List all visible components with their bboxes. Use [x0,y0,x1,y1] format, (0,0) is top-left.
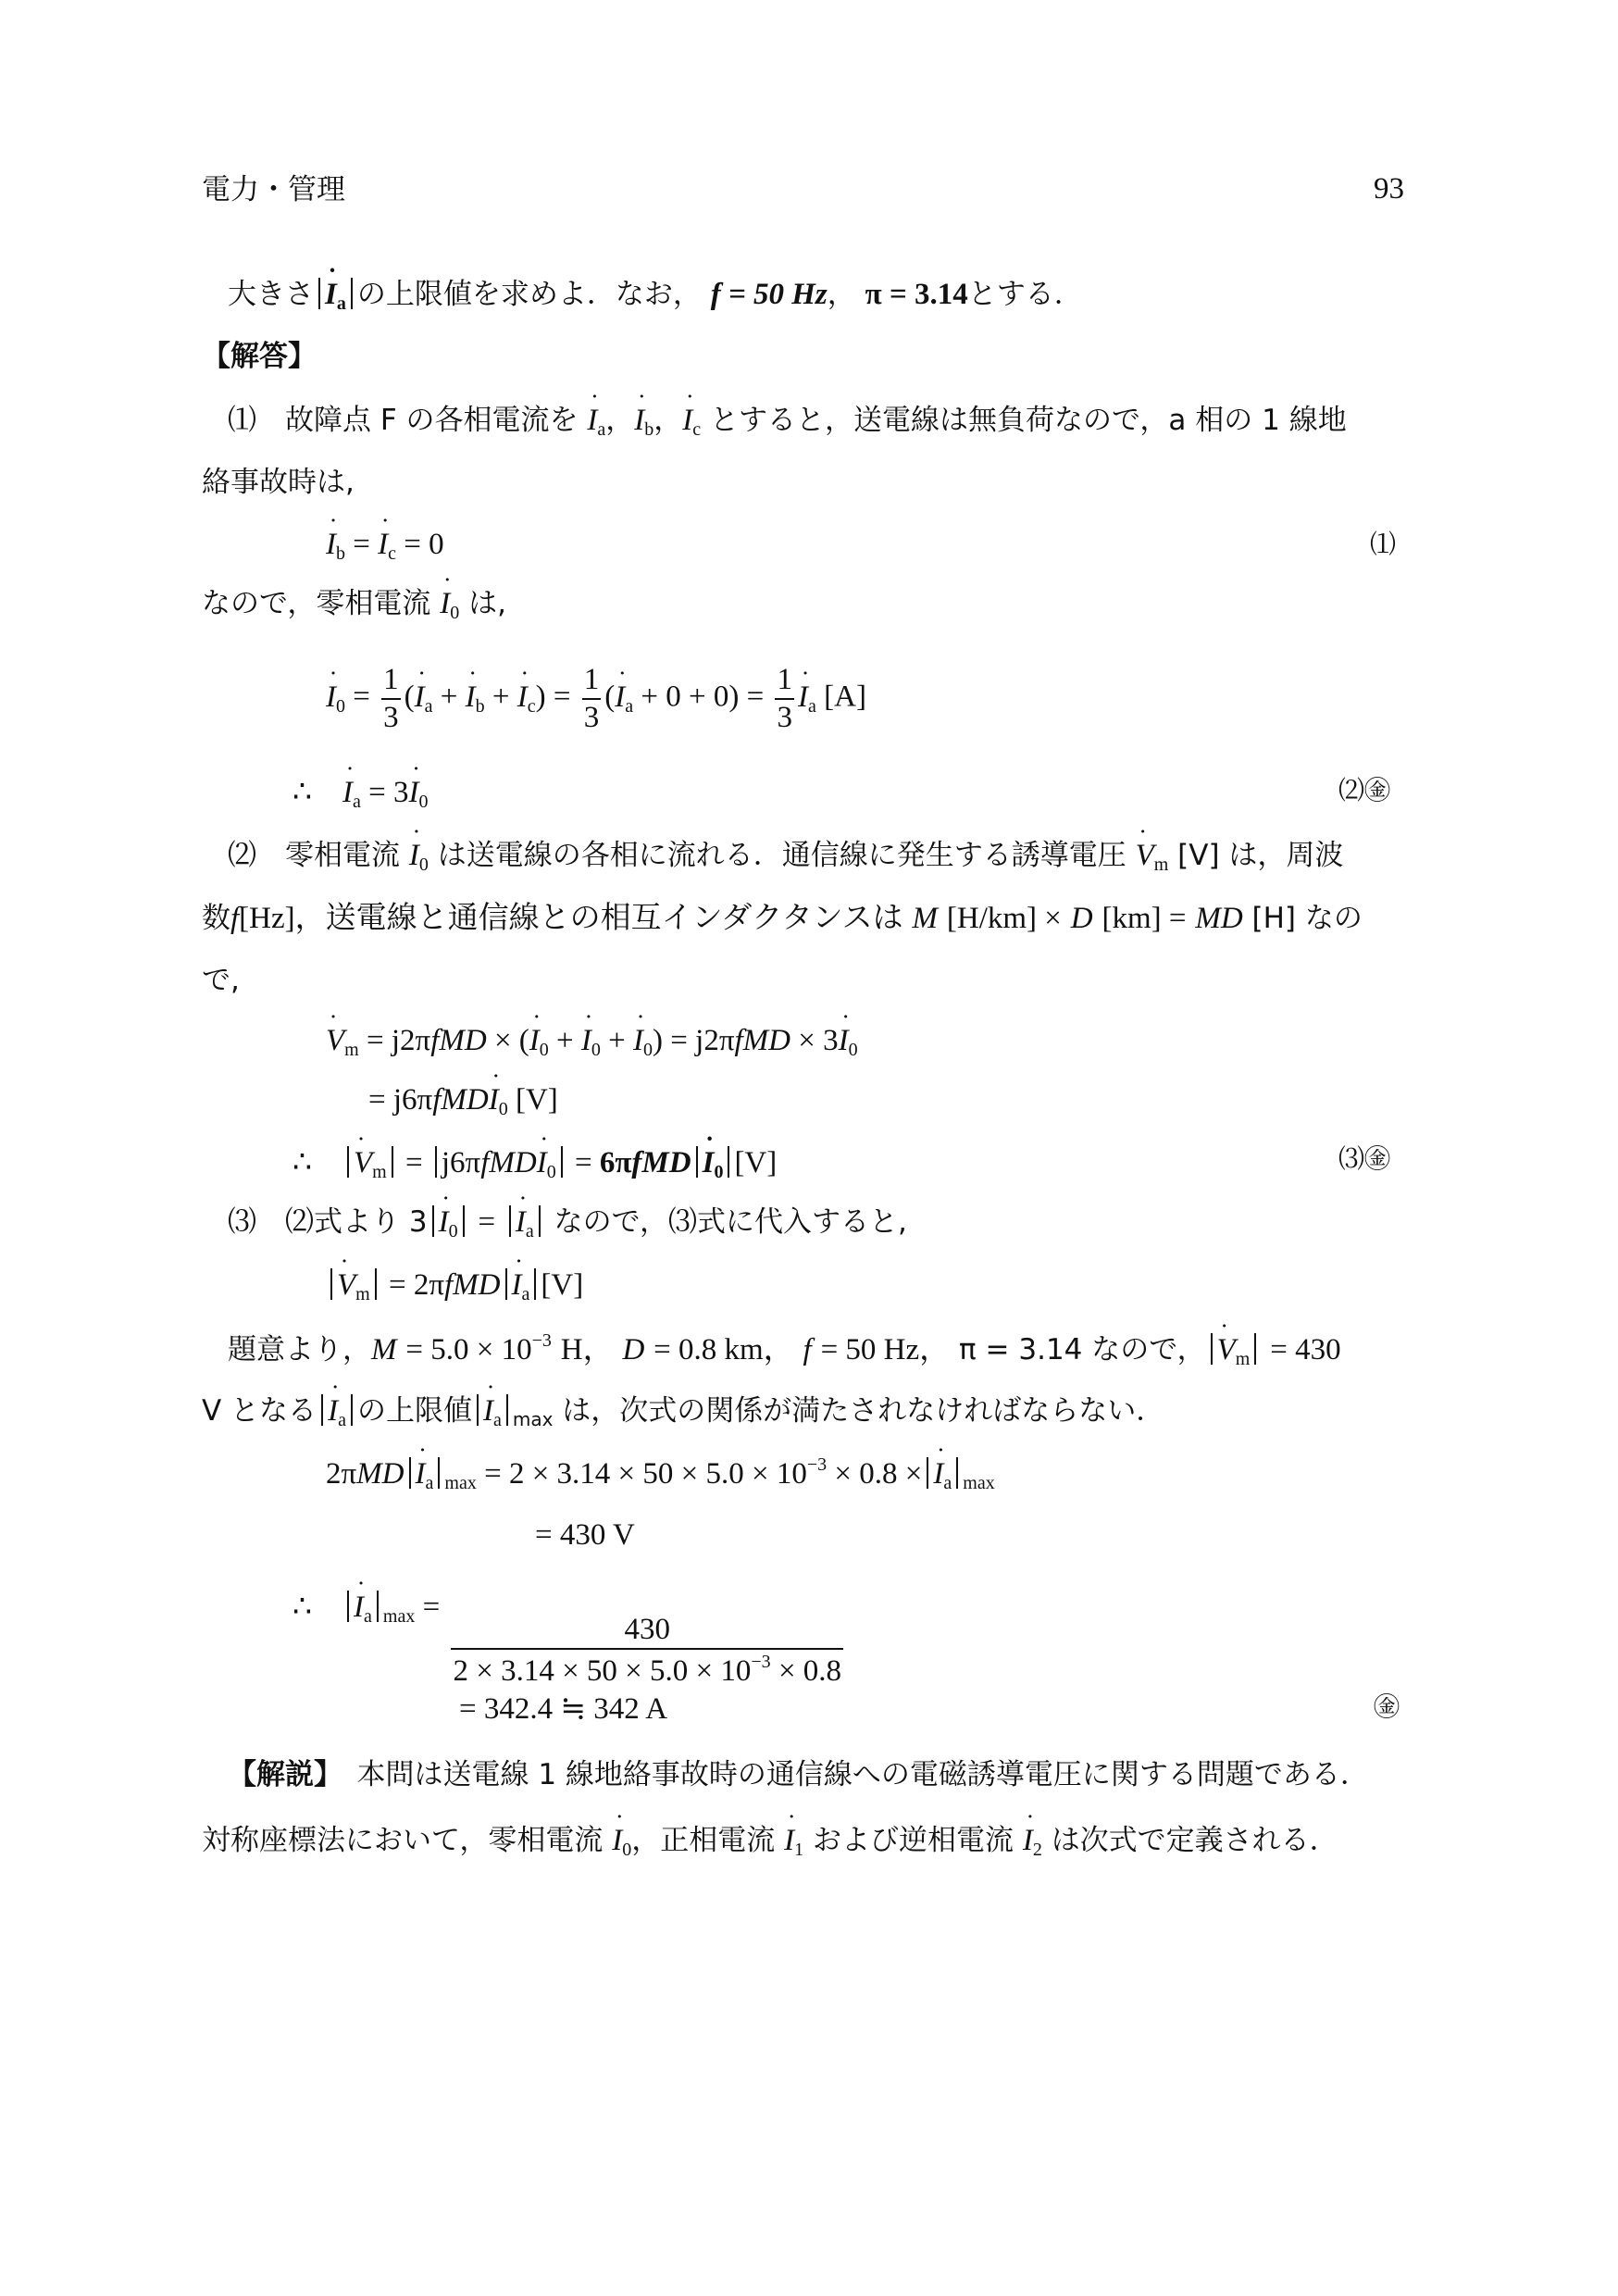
pi-given: π = 3.14 [865,278,968,311]
equation-1: ˙ $I_b$ = ˙ $I_c = 0$ [326,530,444,563]
part3-line2: 題意より，$M = 5.0 \times 10^{-3}$ H， D = 0.8 km， f = 50 Hz， π = 3.14 なので，˙ $V_m = 430$ [228,1331,1341,1368]
equation-6: ∴ ˙ $V_m$ = j6πfMD˙ $I_0$ = 6πfMD˙ $I_0$ [V] [292,1146,777,1181]
equation-3: ∴ ˙ $I_a$ = 3˙ $I_0$ [292,778,429,811]
answer-mark: ㊎ [1374,1691,1400,1722]
equation-10: ∴ ˙ $I_a$ $_{max}$ = $\frac{430}{2 \times 3.14 \times 50 \times 5.0 \times 10^{-3} \times 0.8}$ [292,1591,847,1687]
equation-7: ˙ $V_m$ = 2πfMD˙ $I_a$ [V] [326,1268,583,1304]
equation-2-number: ⑵㊎ [1338,775,1391,805]
intro-line: 大きさ˙ $I_a$ の上限値を求めよ．なお， f = 50 Hz， π = 3.14とする． [228,278,1083,313]
equation-9: = 430 V [535,1518,635,1552]
equation-1-number: ⑴ [1370,529,1397,559]
part2-line3: で, [202,964,240,997]
part3-line3: V となる˙ $I_a$ の上限値˙ $I_a$ $_{max}$ は，次式の関係が満たされなければならない． [202,1394,1164,1429]
part2-line1: ⑵ 零相電流 ˙ $I_0$ は送電線の各相に流れる．通信線に発生する誘導電圧 ˙ $V_m$ [V] は，周波 [228,841,1343,874]
part2-line2: 数f[Hz]，送電線と通信線との相互インダクタンスは M [H/km] × D [km] = MD [H] なの [202,902,1363,935]
frequency-given: f = 50 Hz [710,278,828,311]
part3-line1: ⑶ ⑵式より 3˙ $I_0$ = ˙ $I_a$ なので，⑶式に代入すると, [228,1205,907,1241]
answer-heading: 【解答】 [202,340,317,373]
equation-5: = j6πfMD˙ $I_0$ [V] [368,1085,558,1118]
part1-line1: ⑴ 故障点 F の各相電流を ˙ $I_a$，˙ $I_b$，˙ $I_c$ とすると，送電線は無負荷なので，a 相の 1 線地 [228,406,1347,439]
equation-8: 2πMD˙ $I_a$ $_{max} = 2 \times 3.14 \times 50 \times 5.0 \times 10^{-3} \times 0.8$ ×˙ $I_a$ $_{max}$ [326,1455,995,1492]
header-page-number: 93 [1374,172,1404,206]
current-Ia-symbol: ˙ $I_a$ [325,280,346,313]
header-section: 電力・管理 [202,173,345,206]
equation-11: = 342.4 ≒ 342 A [459,1692,668,1726]
equation-4: ˙ $V_m = j2\pi fMD$ × (˙ $I_0$ + ˙ $I_0$ + ˙ $I_0) = j2\pi fMD$ × 3˙ $I_0$ [326,1026,858,1059]
part1-line2: 絡事故時は, [202,466,355,499]
explanation-line1: 【解説】 本問は送電線 1 線地絡事故時の通信線への電磁誘導電圧に関する問題である． [228,1758,1369,1791]
equation-3-number: ⑶㊎ [1338,1143,1391,1174]
equation-2: ˙ $I_0$ = $\frac{1}{3}$ (˙ $I_a$ + ˙ $I_b$ + ˙ $I_c$) = $\frac{1}{3}$ (˙ $I_a + 0 + 0$) = $\frac{1}{3}$ ˙ $I_a$ [A] [326,665,866,733]
part1-line3: なので，零相電流 ˙ $I_0$ は, [202,589,506,622]
intro-text: 大きさ [228,278,314,311]
explanation-line2: 対称座標法において，零相電流 ˙ $I_0$，正相電流 ˙ $I_1$ および逆相電流 ˙ $I_2$ は次式で定義される． [202,1826,1338,1859]
